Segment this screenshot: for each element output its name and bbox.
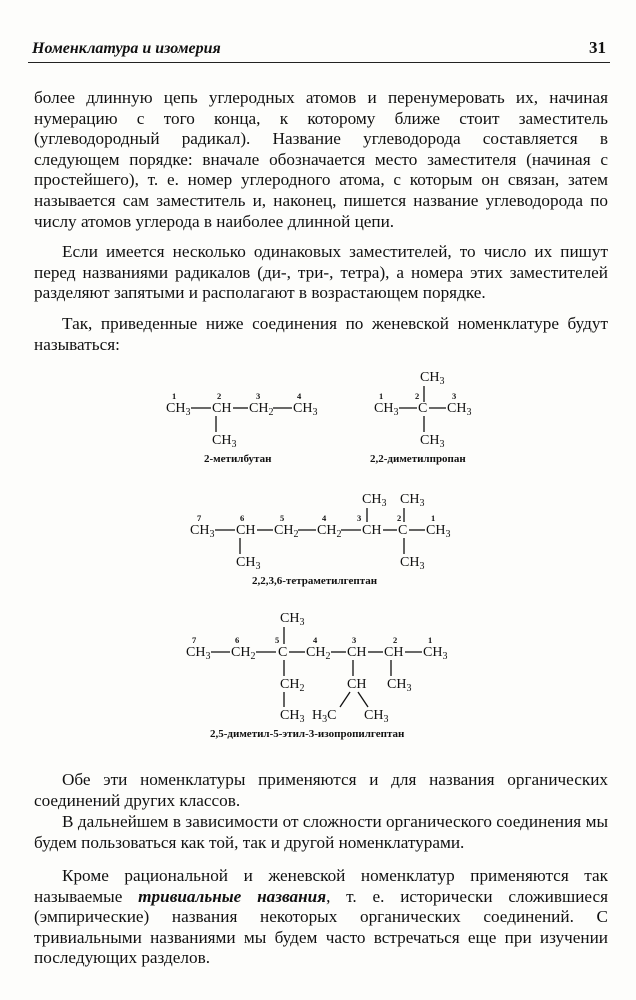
bond [358,692,368,707]
group-ch: CH [236,523,256,538]
num-2: 2 [217,391,222,401]
num-3: 3 [256,391,261,401]
num-5: 5 [280,513,285,523]
caption-isopropylheptane: 2,5-диметил-5-этил-3-изопропилгептан [210,728,405,740]
num-2: 2 [415,391,420,401]
term-trivial-names: тривиальные названия [138,886,327,906]
group-ch3: $CH_3$ [447,401,472,418]
num-4: 4 [313,635,318,645]
group-ch: CH [362,523,382,538]
paragraph-3: Так, приведенные ниже соединения по женевской номенклатуре будут называться: [34,314,608,354]
formula-isopropylheptane [186,611,447,740]
paragraph-6-text-b: , т. е. исторически сложившиеся (эмпирические) названия некоторых органических соединений. С тривиальными названиями мы будем часто встречаться еще при изучении последующих разделов. [34,886,608,968]
paragraph-2: Если имеется несколько одинаковых заместителей, то число их пишут перед названиями радикалов (ди-, три-, тетра), а номера этих заместителей разделяют запятыми и располагают в возрастающем порядке. [34,242,608,303]
group-c: C [398,523,408,538]
num-7: 7 [197,513,202,523]
group-ch3: $CH_3$ [420,370,445,387]
formula-tetramethylheptane [190,492,450,587]
num-1: 1 [431,513,436,523]
group-ch3: $CH_3$ [212,433,237,450]
running-title: Номенклатура и изомерия [32,40,221,57]
group-ch3: $CH_3$ [426,523,451,540]
num-2: 2 [393,635,398,645]
group-ch: CH [384,645,404,660]
num-5: 5 [275,635,280,645]
group-c: C [278,645,288,660]
num-3: 3 [452,391,457,401]
caption-2-2-dimethylpropane: 2,2-диметилпропан [370,453,466,465]
structural-formulas [0,364,636,754]
group-ch: CH [347,677,367,692]
group-ch2: $CH_2$ [231,645,256,662]
group-ch3: $CH_3$ [166,401,191,418]
num-3: 3 [352,635,357,645]
num-1: 1 [172,391,177,401]
group-c: C [418,401,428,416]
paragraph-6-text-a: Кроме рациональной и женевской номенклатур применяются так называемые [34,866,608,906]
caption-tetramethylheptane: 2,2,3,6-тетраметилгептан [252,575,378,587]
paragraph-4: Обе эти номенклатуры применяются и для названия органических соединений других классов. [34,770,608,810]
group-ch2: $CH_2$ [274,523,299,540]
num-2: 2 [397,513,402,523]
group-ch3: $CH_3$ [280,708,305,725]
page-header [28,36,610,63]
num-4: 4 [297,391,302,401]
num-4: 4 [322,513,327,523]
bond [340,692,350,707]
group-ch3: $CH_3$ [420,433,445,450]
paragraph-1: более длинную цепь углеродных атомов и перенумеровать их, начиная нумерацию с того конца, к которому ближе стоит заместитель (углеводородный радикал). Название углеводорода составляется в следующем порядке: вначале обозначается место заместителя (начиная с простейшего), т. е. номер углеродного атома, с которым он связан, затем называется сам заместитель и, наконец, пишется название углеводорода по числу атомов углерода в наиболее длинной цепи. [34,88,608,231]
page-number: 31 [589,38,606,57]
group-h3c: $H_3C$ [312,708,337,725]
num-6: 6 [240,513,245,523]
num-1: 1 [428,635,433,645]
group-ch3: $CH_3$ [280,611,305,628]
group-ch3: $CH_3$ [364,708,389,725]
num-7: 7 [192,635,197,645]
group-ch2: $CH_2$ [249,401,274,418]
group-ch3: $CH_3$ [400,492,425,509]
group-ch3: $CH_3$ [190,523,215,540]
group-ch3: $CH_3$ [186,645,211,662]
num-1: 1 [379,391,384,401]
num-3: 3 [357,513,362,523]
group-ch3: $CH_3$ [400,555,425,572]
group-ch: CH [212,401,232,416]
caption-2-methylbutane: 2-метилбутан [204,453,272,465]
group-ch3: $CH_3$ [387,677,412,694]
group-ch3: $CH_3$ [374,401,399,418]
formula-2-methylbutane [166,391,317,465]
num-6: 6 [235,635,240,645]
group-ch2: $CH_2$ [280,677,305,694]
paragraph-6 [34,866,608,969]
group-ch3: $CH_3$ [423,645,448,662]
formulas-svg [0,364,636,754]
group-ch: CH [347,645,367,660]
formula-2-2-dimethylpropane [370,370,471,465]
group-ch3: $CH_3$ [362,492,387,509]
group-ch2: $CH_2$ [306,645,331,662]
group-ch3: $CH_3$ [293,401,318,418]
paragraph-5: В дальнейшем в зависимости от сложности органического соединения мы будем пользоваться как той, так и другой номенклатурами. [34,812,608,852]
group-ch3: $CH_3$ [236,555,261,572]
group-ch2: $CH_2$ [317,523,342,540]
